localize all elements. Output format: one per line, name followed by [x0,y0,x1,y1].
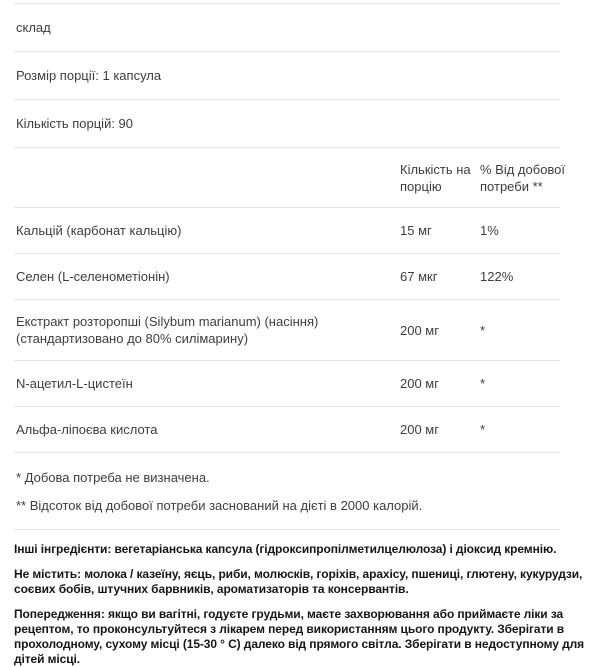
table-header-row [14,148,566,207]
footnotes-block [14,453,560,529]
ingredient-amount: 15 мг [400,223,432,238]
ingredient-name: Екстракт розторопші (Silybum marianum) (насіння) (стандартизовано до 80% силімарину) [16,314,319,346]
does-not-contain-text: Не містить: молока / казеїну, яєць, риби, молюсків, горіхів, арахісу, пшениці, глютену, кукурудзи, соєвих бобів, штучних барвників, ароматизаторів та консервантів. [14,567,583,596]
ingredient-amount: 200 мг [400,322,439,338]
table-row-milk-thistle-extract [14,300,560,360]
composition-label: склад [16,20,51,35]
ingredient-daily-value: * [480,322,486,338]
composition-section-title [14,4,560,51]
ingredient-name: Селен (L-селенометіонін) [16,269,170,284]
ingredient-amount: 200 мг [400,376,439,391]
additional-info-block [14,530,588,667]
column-header-daily-value: % Від добової потреби ** [480,162,566,194]
ingredient-name: Кальцій (карбонат кальцію) [16,223,182,238]
ingredient-daily-value: 122% [480,269,514,284]
table-row-nac [14,361,560,406]
table-row-selenium [14,254,560,299]
ingredient-name: Альфа-ліпоєва кислота [16,422,158,437]
table-row-calcium [14,208,560,253]
servings-count-label: Кількість порцій: 90 [16,116,134,131]
supplement-facts-table [14,3,566,530]
ingredient-daily-value: 1% [480,223,499,238]
servings-count-row [14,100,560,147]
footnote-daily-value-not-established: * Добова потреба не визначена. [16,470,210,485]
column-header-amount: Кількість на порцію [400,162,471,194]
ingredient-name: N-ацетил-L-цистеїн [16,376,133,391]
other-ingredients-text: Інші інгредієнти: вегетаріанська капсула (гідроксипропілметилцелюлоза) і діоксид кремнію. [14,542,557,556]
table-row-alpha-lipoic-acid [14,407,560,452]
ingredient-daily-value: * [480,376,486,391]
footnote-percent-daily-value-basis: ** Відсоток від добової потреби заснований на дієті в 2000 калорій. [16,498,423,513]
serving-size-label: Розмір порції: 1 капсула [16,68,162,83]
warning-text: Попередження: якщо ви вагітні, годуєте грудьми, маєте захворювання або приймаєте ліки за рецептом, то проконсультуйтеся з лікарем перед використанням цього продукту. Зберігати в прохолодному, сухому місці (15-30 ° С) далеко від прямого світла. Зберігати в недоступному для дітей місці. [14,607,585,666]
ingredient-amount: 67 мкг [400,269,438,284]
header-ingredient-spacer [14,161,400,195]
serving-size-row [14,52,560,99]
ingredient-daily-value: * [480,422,486,437]
ingredient-amount: 200 мг [400,422,439,437]
